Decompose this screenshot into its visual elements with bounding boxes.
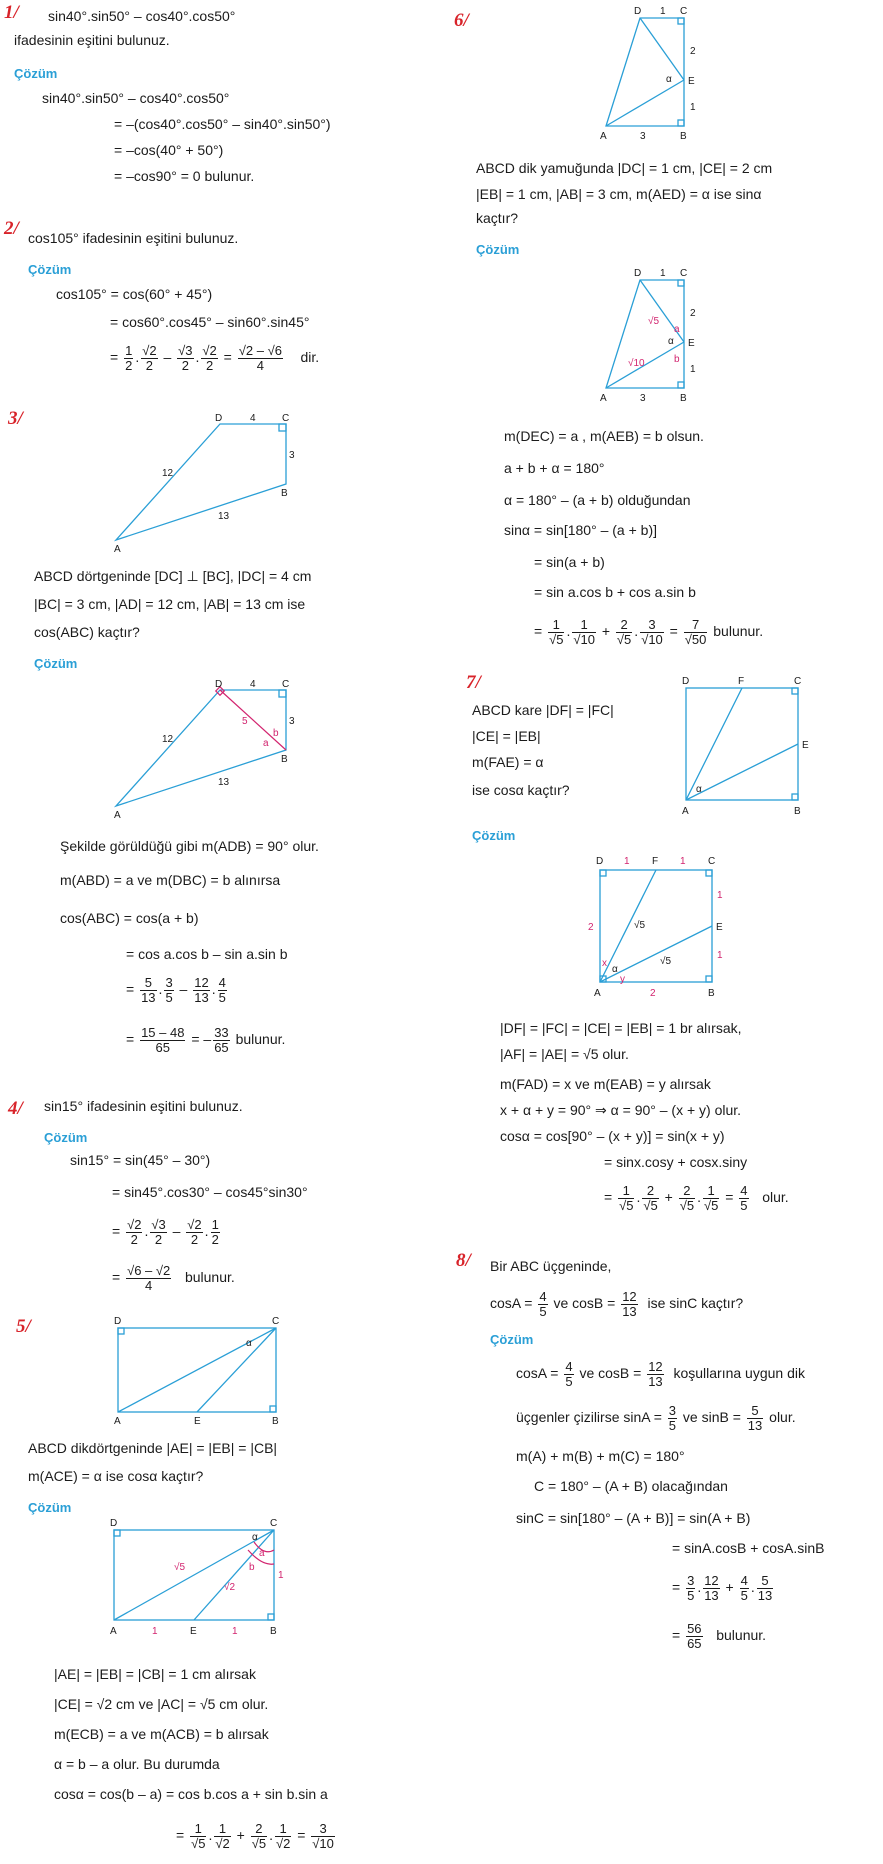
p5-solution-label: Çözüm bbox=[28, 1500, 72, 1515]
p3-solution-label: Çözüm bbox=[34, 656, 78, 671]
svg-text:A: A bbox=[682, 806, 689, 817]
p8-s1-part-c: koşullarına uygun dik bbox=[673, 1365, 805, 1382]
p7-question-4: ise cosα kaçtır? bbox=[472, 782, 570, 798]
p8-step-1: cosA = $\frac{4}{5}$ ve cosB = $\frac{12}{13}$ koşullarına uygun dik bbox=[516, 1359, 805, 1389]
p1-step-1: sin40°.sin50° – cos40°.cos50° bbox=[42, 90, 230, 106]
p3-question-1: ABCD dörtgeninde [DC] ⊥ [BC], |DC| = 4 cm bbox=[34, 568, 312, 584]
svg-text:D: D bbox=[634, 268, 642, 279]
svg-text:1: 1 bbox=[690, 102, 696, 113]
svg-text:13: 13 bbox=[218, 511, 230, 522]
svg-text:3: 3 bbox=[640, 131, 646, 142]
svg-text:1: 1 bbox=[660, 6, 666, 17]
svg-text:2: 2 bbox=[588, 922, 594, 933]
svg-text:1: 1 bbox=[152, 1626, 158, 1637]
p4-step-4-tail: bulunur. bbox=[184, 1269, 235, 1286]
svg-text:5: 5 bbox=[242, 716, 248, 727]
p2-step-3-tail: dir. bbox=[300, 349, 320, 366]
p4-step-3: = $\frac{√2}{2}$ . $\frac{√3}{2}$ – $\frac{√2}{2}$ . $\frac{1}{2}$ bbox=[112, 1217, 219, 1247]
p6-question-3: kaçtır? bbox=[476, 210, 519, 226]
p4-solution-label: Çözüm bbox=[44, 1130, 88, 1145]
p7-step-6: = sinx.cosy + cosx.siny bbox=[604, 1154, 748, 1170]
svg-text:α: α bbox=[612, 964, 618, 975]
p7-step-3: m(FAD) = x ve m(EAB) = y alırsak bbox=[500, 1076, 711, 1092]
p5-step-1: |AE| = |EB| = |CB| = 1 cm alırsak bbox=[54, 1666, 256, 1682]
svg-text:E: E bbox=[190, 1626, 197, 1637]
svg-text:12: 12 bbox=[162, 468, 174, 479]
p3-step-4: = cos a.cos b – sin a.sin b bbox=[126, 946, 288, 962]
svg-text:b: b bbox=[674, 354, 680, 365]
svg-text:a: a bbox=[674, 324, 680, 335]
svg-text:D: D bbox=[596, 856, 604, 867]
p8-q2-part-b: ve cosB = bbox=[553, 1295, 616, 1312]
p3-step-6-tail: bulunur. bbox=[235, 1031, 286, 1048]
p7-step-7-tail: olur. bbox=[762, 1189, 789, 1206]
p6-question-1: ABCD dik yamuğunda |DC| = 1 cm, |CE| = 2 cm bbox=[476, 160, 773, 176]
svg-text:C: C bbox=[282, 679, 290, 690]
svg-text:√5: √5 bbox=[660, 956, 672, 967]
svg-text:√5: √5 bbox=[648, 316, 660, 327]
svg-text:1: 1 bbox=[660, 268, 666, 279]
p8-s1-part-a: cosA = bbox=[516, 1365, 559, 1382]
p8-step-6: = sinA.cosB + cosA.sinB bbox=[672, 1540, 825, 1556]
problem-7-number: 7/ bbox=[466, 672, 481, 693]
p8-s2-part-c: olur. bbox=[769, 1409, 796, 1426]
p7-question-1: ABCD kare |DF| = |FC| bbox=[472, 702, 614, 718]
p7-solution-figure bbox=[586, 854, 726, 1002]
svg-text:1: 1 bbox=[717, 890, 723, 901]
p6-step-5: = sin(a + b) bbox=[534, 554, 605, 570]
svg-text:C: C bbox=[270, 1518, 278, 1529]
p7-question-3: m(FAE) = α bbox=[472, 754, 544, 770]
p6-step-1: m(DEC) = a , m(AEB) = b olsun. bbox=[504, 428, 704, 444]
p2-step-3: = $\frac{1}{2}$ . $\frac{√2}{2}$ – $\frac{√3}{2}$ . $\frac{√2}{2}$ = $\frac{√2 - √6}{4}$ dir. bbox=[110, 343, 320, 373]
svg-text:2: 2 bbox=[690, 308, 696, 319]
svg-text:A: A bbox=[600, 393, 607, 404]
svg-text:3: 3 bbox=[640, 393, 646, 404]
svg-text:3: 3 bbox=[289, 450, 295, 461]
problem-6-number: 6/ bbox=[454, 10, 469, 31]
svg-text:F: F bbox=[652, 856, 659, 867]
p5-step-3: m(ECB) = a ve m(ACB) = b alırsak bbox=[54, 1726, 269, 1742]
p5-step-2: |CE| = √2 cm ve |AC| = √5 cm olur. bbox=[54, 1696, 269, 1712]
svg-text:C: C bbox=[680, 6, 688, 17]
p4-step-1: sin15° = sin(45° – 30°) bbox=[70, 1152, 211, 1168]
p1-question-text: ifadesinin eşitini bulunuz. bbox=[14, 32, 170, 48]
p2-solution-label: Çözüm bbox=[28, 262, 72, 277]
svg-text:B: B bbox=[270, 1626, 277, 1637]
p6-step-3: α = 180° – (a + b) olduğundan bbox=[504, 492, 691, 508]
p4-step-2: = sin45°.cos30° – cos45°sin30° bbox=[112, 1184, 308, 1200]
svg-text:B: B bbox=[708, 988, 715, 999]
p6-figure-trapezoid bbox=[598, 4, 708, 144]
p8-step-8: = $\frac{56}{65}$ bulunur. bbox=[672, 1621, 767, 1651]
p7-step-7: = $\frac{1}{√5}$ . $\frac{2}{√5}$ + $\frac{2}{√5}$ . $\frac{1}{√5}$ = $\frac{4}{5}$ olur. bbox=[604, 1183, 789, 1213]
svg-text:1: 1 bbox=[232, 1626, 238, 1637]
svg-text:b: b bbox=[273, 728, 279, 739]
p8-step-8-tail: bulunur. bbox=[716, 1627, 767, 1644]
svg-text:B: B bbox=[272, 1416, 279, 1427]
p7-step-4: x + α + y = 90° ⇒ α = 90° – (x + y) olur. bbox=[500, 1102, 742, 1118]
p8-step-7: = $\frac{3}{5}$ . $\frac{12}{13}$ + $\frac{4}{5}$ . $\frac{5}{13}$ bbox=[672, 1573, 773, 1603]
p7-step-2: |AF| = |AE| = √5 olur. bbox=[500, 1046, 629, 1062]
svg-text:2: 2 bbox=[650, 988, 656, 999]
p6-question-2: |EB| = 1 cm, |AB| = 3 cm, m(AED) = α ise sinα bbox=[476, 186, 762, 202]
svg-text:B: B bbox=[680, 393, 687, 404]
svg-text:α: α bbox=[668, 336, 674, 347]
svg-text:E: E bbox=[688, 338, 695, 349]
svg-text:1: 1 bbox=[690, 364, 696, 375]
problem-3-number: 3/ bbox=[8, 408, 23, 429]
p2-step-1: cos105° = cos(60° + 45°) bbox=[56, 286, 213, 302]
p8-step-5: sinC = sin[180° – (A + B)] = sin(A + B) bbox=[516, 1510, 751, 1526]
p6-step-4: sinα = sin[180° – (a + b)] bbox=[504, 522, 657, 538]
p6-step-7: = $\frac{1}{√5}$ . $\frac{1}{√10}$ + $\frac{2}{√5}$ . $\frac{3}{√10}$ = $\frac{7}{√50}$ bulunur. bbox=[534, 617, 764, 647]
svg-text:B: B bbox=[281, 754, 288, 765]
svg-text:b: b bbox=[249, 1562, 255, 1573]
svg-text:α: α bbox=[666, 74, 672, 85]
svg-text:2: 2 bbox=[690, 46, 696, 57]
svg-text:E: E bbox=[802, 740, 809, 751]
svg-text:√5: √5 bbox=[174, 1562, 186, 1573]
svg-text:D: D bbox=[110, 1518, 118, 1529]
svg-text:α: α bbox=[252, 1532, 258, 1543]
svg-text:C: C bbox=[708, 856, 716, 867]
p3-step-6: = $\frac{15 - 48}{65}$ = – $\frac{33}{65}$ bulunur. bbox=[126, 1025, 286, 1055]
svg-text:B: B bbox=[281, 488, 288, 499]
svg-text:B: B bbox=[680, 131, 687, 142]
svg-text:a: a bbox=[259, 1548, 265, 1559]
svg-text:C: C bbox=[272, 1316, 280, 1327]
svg-text:C: C bbox=[282, 413, 290, 424]
p8-s2-part-a: üçgenler çizilirse sinA = bbox=[516, 1409, 662, 1426]
svg-text:α: α bbox=[696, 784, 702, 795]
svg-text:F: F bbox=[738, 676, 745, 687]
problem-8-number: 8/ bbox=[456, 1250, 471, 1271]
p6-solution-label: Çözüm bbox=[476, 242, 520, 257]
svg-text:E: E bbox=[716, 922, 723, 933]
p3-step-1: Şekilde görüldüğü gibi m(ADB) = 90° olur. bbox=[60, 838, 319, 854]
p7-question-2: |CE| = |EB| bbox=[472, 728, 541, 744]
svg-text:D: D bbox=[215, 679, 223, 690]
problem-1-number: 1/ bbox=[4, 2, 19, 23]
svg-text:x: x bbox=[602, 958, 607, 969]
svg-text:12: 12 bbox=[162, 734, 174, 745]
p5-figure-rectangle bbox=[106, 1316, 286, 1426]
svg-text:y: y bbox=[620, 974, 625, 985]
svg-text:A: A bbox=[600, 131, 607, 142]
p7-figure-square bbox=[672, 674, 812, 820]
p1-step-2: = –(cos40°.cos50° – sin40°.sin50°) bbox=[114, 116, 331, 132]
p8-step-3: m(A) + m(B) + m(C) = 180° bbox=[516, 1448, 685, 1464]
p8-question-2: cosA = $\frac{4}{5}$ ve cosB = $\frac{12}{13}$ ise sinC kaçtır? bbox=[490, 1289, 744, 1319]
p8-s2-part-b: ve sinB = bbox=[682, 1409, 741, 1426]
svg-text:√10: √10 bbox=[628, 358, 645, 369]
svg-text:D: D bbox=[215, 413, 223, 424]
p3-step-2: m(ABD) = a ve m(DBC) = b alınırsa bbox=[60, 872, 281, 888]
p3-question-3: cos(ABC) kaçtır? bbox=[34, 624, 140, 640]
svg-text:α: α bbox=[246, 1338, 252, 1349]
p4-step-4: = $\frac{√6 - √2}{4}$ bulunur. bbox=[112, 1263, 235, 1293]
p6-step-6: = sin a.cos b + cos a.sin b bbox=[534, 584, 696, 600]
p5-step-6: = $\frac{1}{√5}$ . $\frac{1}{√2}$ + $\frac{2}{√5}$ . $\frac{1}{√2}$ = $\frac{3}{√10}$ bbox=[176, 1821, 334, 1851]
p1-solution-label: Çözüm bbox=[14, 66, 58, 81]
p3-figure-quadrilateral bbox=[100, 410, 300, 555]
problem-4-number: 4/ bbox=[8, 1098, 23, 1119]
svg-text:√5: √5 bbox=[634, 920, 646, 931]
p5-step-4: α = b – a olur. Bu durumda bbox=[54, 1756, 220, 1772]
p6-step-2: a + b + α = 180° bbox=[504, 460, 605, 476]
svg-text:D: D bbox=[634, 6, 642, 17]
svg-text:a: a bbox=[263, 738, 269, 749]
p1-step-3: = –cos(40° + 50°) bbox=[114, 142, 224, 158]
svg-text:1: 1 bbox=[624, 856, 630, 867]
p5-solution-figure bbox=[104, 1520, 286, 1638]
svg-text:A: A bbox=[114, 810, 121, 821]
p3-step-5: = $\frac{5}{13}$ . $\frac{3}{5}$ – $\frac{12}{13}$ . $\frac{4}{5}$ bbox=[126, 975, 226, 1005]
svg-text:A: A bbox=[114, 1416, 121, 1427]
svg-text:E: E bbox=[194, 1416, 201, 1427]
svg-text:E: E bbox=[688, 76, 695, 87]
p8-step-4: C = 180° – (A + B) olacağından bbox=[534, 1478, 728, 1494]
svg-text:√2: √2 bbox=[224, 1582, 236, 1593]
svg-text:4: 4 bbox=[250, 413, 256, 424]
p2-step-2: = cos60°.cos45° – sin60°.sin45° bbox=[110, 314, 310, 330]
svg-text:D: D bbox=[682, 676, 690, 687]
svg-text:1: 1 bbox=[278, 1570, 284, 1581]
p5-question-1: ABCD dikdörtgeninde |AE| = |EB| = |CB| bbox=[28, 1440, 278, 1456]
problem-2-number: 2/ bbox=[4, 218, 19, 239]
problem-5-number: 5/ bbox=[16, 1316, 31, 1337]
svg-text:D: D bbox=[114, 1316, 122, 1327]
p3-step-3: cos(ABC) = cos(a + b) bbox=[60, 910, 199, 926]
p7-step-5: cosα = cos[90° – (x + y)] = sin(x + y) bbox=[500, 1128, 725, 1144]
svg-text:A: A bbox=[110, 1626, 117, 1637]
svg-text:B: B bbox=[794, 806, 801, 817]
p8-step-2: üçgenler çizilirse sinA = $\frac{3}{5}$ ve sinB = $\frac{5}{13}$ olur. bbox=[516, 1403, 796, 1433]
p6-solution-figure bbox=[598, 266, 708, 406]
p2-question: cos105° ifadesinin eşitini bulunuz. bbox=[28, 230, 239, 246]
p4-question: sin15° ifadesinin eşitini bulunuz. bbox=[44, 1098, 243, 1114]
p8-q2-part-c: ise sinC kaçtır? bbox=[647, 1295, 744, 1312]
svg-text:1: 1 bbox=[680, 856, 686, 867]
p3-solution-figure bbox=[100, 676, 300, 821]
svg-text:C: C bbox=[794, 676, 802, 687]
p7-solution-label: Çözüm bbox=[472, 828, 516, 843]
p5-question-2: m(ACE) = α ise cosα kaçtır? bbox=[28, 1468, 204, 1484]
svg-text:A: A bbox=[114, 544, 121, 555]
p5-step-5: cosα = cos(b – a) = cos b.cos a + sin b.sin a bbox=[54, 1786, 328, 1802]
svg-text:1: 1 bbox=[717, 950, 723, 961]
svg-text:3: 3 bbox=[289, 716, 295, 727]
svg-text:C: C bbox=[680, 268, 688, 279]
p6-step-7-tail: bulunur. bbox=[713, 623, 764, 640]
svg-text:A: A bbox=[594, 988, 601, 999]
p1-question-expr: sin40°.sin50° – cos40°.cos50° bbox=[48, 8, 236, 24]
p8-q2-part-a: cosA = bbox=[490, 1295, 533, 1312]
p7-step-1: |DF| = |FC| = |CE| = |EB| = 1 br alırsak, bbox=[500, 1020, 742, 1036]
p3-question-2: |BC| = 3 cm, |AD| = 12 cm, |AB| = 13 cm ise bbox=[34, 596, 306, 612]
p8-question-1: Bir ABC üçgeninde, bbox=[490, 1258, 612, 1274]
p8-s1-part-b: ve cosB = bbox=[579, 1365, 642, 1382]
svg-text:13: 13 bbox=[218, 777, 230, 788]
p8-solution-label: Çözüm bbox=[490, 1332, 534, 1347]
p1-step-4: = –cos90° = 0 bulunur. bbox=[114, 168, 255, 184]
svg-text:4: 4 bbox=[250, 679, 256, 690]
